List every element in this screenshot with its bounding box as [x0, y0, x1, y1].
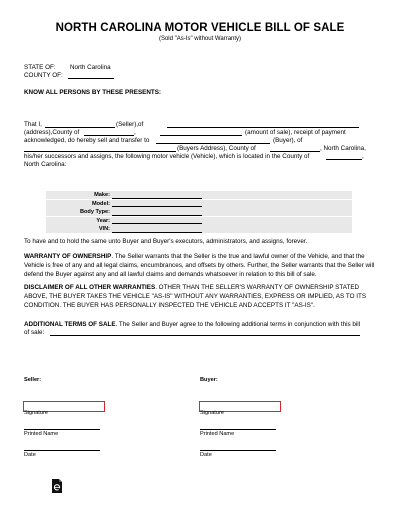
- additional-heading: ADDITIONAL TERMS OF SALE: [24, 321, 116, 328]
- agreement-line5: his/her successors and assigns, the following motor vehicle (Vehicle), which is located in the County of: [24, 153, 310, 160]
- vehicle-county-field[interactable]: [326, 159, 362, 160]
- make-field[interactable]: [112, 198, 202, 199]
- buyer-printed-name-caption: Printed Name: [200, 431, 235, 437]
- seller-signature-caption: Signature: [24, 410, 48, 416]
- document-title: NORTH CAROLINA MOTOR VEHICLE BILL OF SALE: [55, 22, 345, 34]
- additional-line2: of sale:: [24, 329, 45, 336]
- intro-heading: KNOW ALL PERSONS BY THESE PRESENTS:: [24, 89, 162, 96]
- sale-amount-field[interactable]: [160, 135, 242, 136]
- agreement-line2-a: (address),County of: [24, 129, 80, 136]
- vehicle-row-body-type: [46, 208, 352, 216]
- warranty-text: . The Seller warrants that the Seller is the true and lawful owner of the Vehicle, and that the Vehicle is free of any and all legal claims, encumbrances, and offsets by others. Further, the Seller warrants that the Seller will defend the Buyer against any and all lawful claims and demands whatsoever in relation to this bill of sale.: [24, 253, 375, 278]
- agreement-line1-b: (Seller),of: [116, 121, 144, 128]
- body-type-field[interactable]: [112, 215, 202, 216]
- buyer-label: Buyer:: [200, 377, 218, 383]
- document-subtitle: (Sold "As-Is" without Warranty): [158, 36, 242, 42]
- county-field[interactable]: [68, 78, 114, 79]
- disclaimer-heading: DISCLAIMER OF ALL OTHER WARRANTIES: [24, 284, 156, 291]
- agreement-line3-a: acknowledged, do hereby sell and transfer to: [24, 137, 150, 144]
- agreement-line1-a: That I,: [24, 121, 42, 128]
- model-field[interactable]: [112, 206, 202, 207]
- seller-date-caption: Date: [24, 452, 36, 458]
- state-value: North Carolina: [70, 64, 111, 71]
- body-type-label: Body Type:: [79, 209, 110, 215]
- warranty-heading: WARRANTY OF OWNERSHIP: [24, 253, 112, 260]
- buyer-date-caption: Date: [200, 452, 212, 458]
- seller-label: Seller:: [24, 377, 42, 383]
- disclaimer-section: [24, 283, 376, 310]
- vin-field[interactable]: [112, 232, 202, 233]
- additional-terms-field[interactable]: [50, 335, 360, 336]
- agreement-line2-b: ,: [134, 129, 136, 136]
- seller-printed-name-caption: Printed Name: [24, 431, 59, 437]
- vehicle-row-make: [46, 191, 352, 199]
- vehicle-row-model: [46, 200, 352, 208]
- disclaimer-text: . OTHER THAN THE SELLER'S WARRANTY OF OWNERSHIP STATED ABOVE, THE BUYER TAKES THE VEHICLE "AS-IS" WITHOUT ANY WARRANTIES, EXPRESS OR IMPLIED, AS TO ITS CONDITION. THE BUYER HAS PERSONALLY INSPECTED THE VEHICLE AND ACCEPTS IT "AS-IS".: [24, 284, 367, 309]
- vehicle-row-year: [46, 217, 352, 225]
- year-label: Year:: [96, 217, 110, 224]
- year-field[interactable]: [112, 223, 202, 224]
- hold-clause: To have and to hold the same unto Buyer and Buyer's executors, administrators, and assigns, forever.: [24, 238, 308, 245]
- eforms-logo-icon: [50, 478, 64, 494]
- agreement-line6: North Carolina:: [24, 161, 67, 168]
- buyer-signature-caption: Signature: [200, 410, 224, 416]
- county-label: COUNTY OF:: [24, 72, 63, 79]
- agreement-line4-b: , North Carolina,: [320, 145, 366, 152]
- agreement-line2-c: (amount of sale), receipt of payment: [245, 129, 346, 136]
- additional-terms-section: [24, 320, 376, 329]
- agreement-line3-b: (Buyer), of: [273, 137, 303, 144]
- vehicle-details-table: [46, 191, 352, 234]
- agreement-line5-end: ,: [362, 153, 364, 160]
- model-label: Model:: [91, 200, 110, 207]
- state-label: STATE OF:: [24, 64, 56, 71]
- vin-label: VIN:: [98, 226, 110, 232]
- agreement-line4-a: (Buyers Address), County of: [177, 145, 256, 152]
- additional-text: . The Seller and Buyer agree to the following additional terms in conjunction with this bill: [115, 321, 361, 328]
- vehicle-row-vin: [46, 225, 352, 233]
- warranty-section: [24, 252, 376, 279]
- make-label: Make:: [94, 192, 110, 198]
